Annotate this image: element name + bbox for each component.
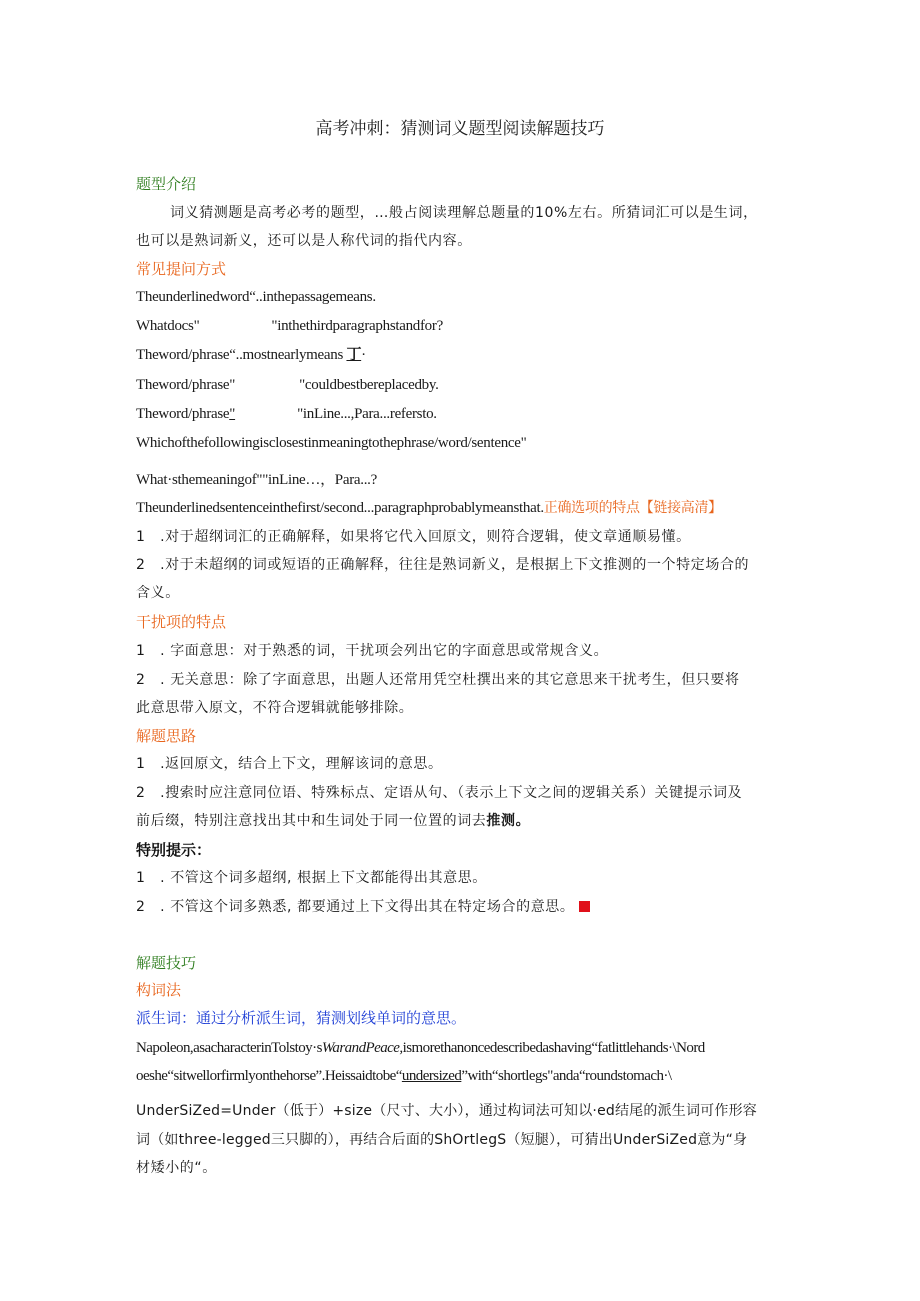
tip-item-2 bbox=[136, 897, 590, 917]
question-5-quote: " bbox=[229, 406, 236, 422]
subheading-word-formation: 构词法 bbox=[136, 981, 182, 999]
question-line-6: Whichofthefollowingisclosestinmeaningtothephrase/word/sentence" bbox=[136, 435, 527, 451]
approach-item-2-line-1: 2 .搜索时应注意同位语、特殊标点、定语从句、（表示上下文之间的逻辑关系）关键提示词及 bbox=[136, 785, 743, 801]
distractor-item-1: 1 . 字面意思：对于熟悉的词，干扰项会列出它的字面意思或常规含义。 bbox=[136, 643, 609, 659]
section-heading-approach: 解题思路 bbox=[136, 727, 197, 745]
explanation-line-1: UnderSiZed=Under（低于）+size（尺寸、大小），通过构词法可知以·ed结尾的派生词可作形容 bbox=[136, 1103, 757, 1119]
question-3-tail: · bbox=[361, 347, 366, 363]
example-line-2-end: ”with“shortlegs"anda“roundstomach·\ bbox=[461, 1068, 672, 1084]
subheading-derivatives: 派生词：通过分析派生词，猜测划线单词的意思。 bbox=[136, 1009, 467, 1027]
question-line-1: Theunderlinedword“..inthepassagemeans. bbox=[136, 289, 376, 305]
correct-item-2-line-1: 2 .对于未超纲的词或短语的正确解释，往往是熟词新义，是根据上下文推测的一个特定场合的 bbox=[136, 557, 750, 573]
question-line-7: What·sthemeaningof""inLine…，Para...? bbox=[136, 472, 377, 488]
section-heading-questions: 常见提问方式 bbox=[136, 260, 227, 278]
red-square-icon bbox=[579, 901, 590, 912]
explanation-line-3: 材矮小的“。 bbox=[136, 1160, 217, 1176]
example-line-1-end: ismorethanoncedescribedashaving“fatlittlehands·\Nord bbox=[402, 1040, 705, 1056]
question-2-part-a: Whatdocs" bbox=[136, 318, 200, 334]
section-heading-techniques: 解题技巧 bbox=[136, 954, 197, 972]
approach-item-2-bold: 推测。 bbox=[486, 813, 531, 829]
example-line-1-start: Napoleon,asacharacterinTolstoy·s bbox=[136, 1040, 322, 1056]
question-line-2 bbox=[136, 316, 443, 336]
question-3-part-a: Theword/phrase“..mostnearlymeans bbox=[136, 347, 343, 363]
question-4-part-b: "couldbestbereplacedby. bbox=[299, 377, 439, 393]
approach-item-1: 1 .返回原文，结合上下文，理解该词的意思。 bbox=[136, 756, 443, 772]
example-line-2 bbox=[136, 1066, 672, 1086]
question-line-4 bbox=[136, 375, 439, 395]
page-title: 高考冲刺：猜测词义题型阅读解题技巧 bbox=[315, 119, 605, 139]
intro-line-2: 也可以是熟词新义，还可以是人称代词的指代内容。 bbox=[136, 233, 472, 249]
example-line-2-start: oeshe“sitwellorfirmlyonthehorse”.Heissaidtobe“ bbox=[136, 1068, 402, 1084]
intro-line-1: 词义猜测题是高考必考的题型，…般占阅读理解总题量的10%左右。所猜词汇可以是生词， bbox=[170, 205, 758, 221]
section-heading-tips: 特别提示： bbox=[136, 841, 212, 859]
approach-item-2-line-2 bbox=[136, 811, 530, 831]
distractor-item-2-line-2: 此意思带入原文，不符合逻辑就能够排除。 bbox=[136, 700, 414, 716]
distractor-item-2-line-1: 2 . 无关意思：除了字面意思，出题人还常用凭空杜撰出来的其它意思来干扰考生，但只要将 bbox=[136, 672, 740, 688]
correct-item-2-line-2: 含义。 bbox=[136, 585, 180, 601]
question-line-8 bbox=[136, 498, 722, 518]
correct-item-1: 1 .对于超纲词汇的正确解释，如果将它代入回原文，则符合逻辑，使文章通顺易懂。 bbox=[136, 529, 691, 545]
section-heading-distractors: 干扰项的特点 bbox=[136, 613, 227, 631]
question-line-3 bbox=[136, 345, 366, 365]
tip-item-1: 1 . 不管这个词多超纲, 根据上下文都能得出其意思。 bbox=[136, 870, 487, 886]
example-underlined-word: undersized bbox=[401, 1068, 462, 1084]
example-book-title: WarandPeace, bbox=[321, 1040, 403, 1056]
question-5-part-a: Theword/phrase bbox=[136, 406, 230, 422]
explanation-line-2: 词（如three-legged三只脚的），再结合后面的ShOrtlegS（短腿），可猜出UnderSiZed意为“身 bbox=[136, 1132, 748, 1148]
tip-item-2-text: 2 . 不管这个词多熟悉, 都要通过上下文得出其在特定场合的意思。 bbox=[136, 899, 575, 915]
section-heading-correct: 正确选项的特点【链接高清】 bbox=[543, 500, 722, 516]
question-line-5 bbox=[136, 404, 437, 424]
question-4-part-a: Theword/phrase" bbox=[136, 377, 236, 393]
question-3-blank: 丁 bbox=[346, 347, 362, 363]
example-line-1 bbox=[136, 1038, 705, 1058]
approach-item-2-text: 前后缀，特别注意找出其中和生词处于同一位置的词去 bbox=[136, 813, 487, 829]
question-2-part-b: "inthethirdparagraphstandfor? bbox=[271, 318, 443, 334]
question-8-text: Theunderlinedsentenceinthefirst/second...paragraphprobablymeansthat. bbox=[136, 500, 544, 516]
question-5-part-c: "inLine...,Para...refersto. bbox=[297, 406, 437, 422]
section-heading-intro: 题型介绍 bbox=[136, 175, 197, 193]
